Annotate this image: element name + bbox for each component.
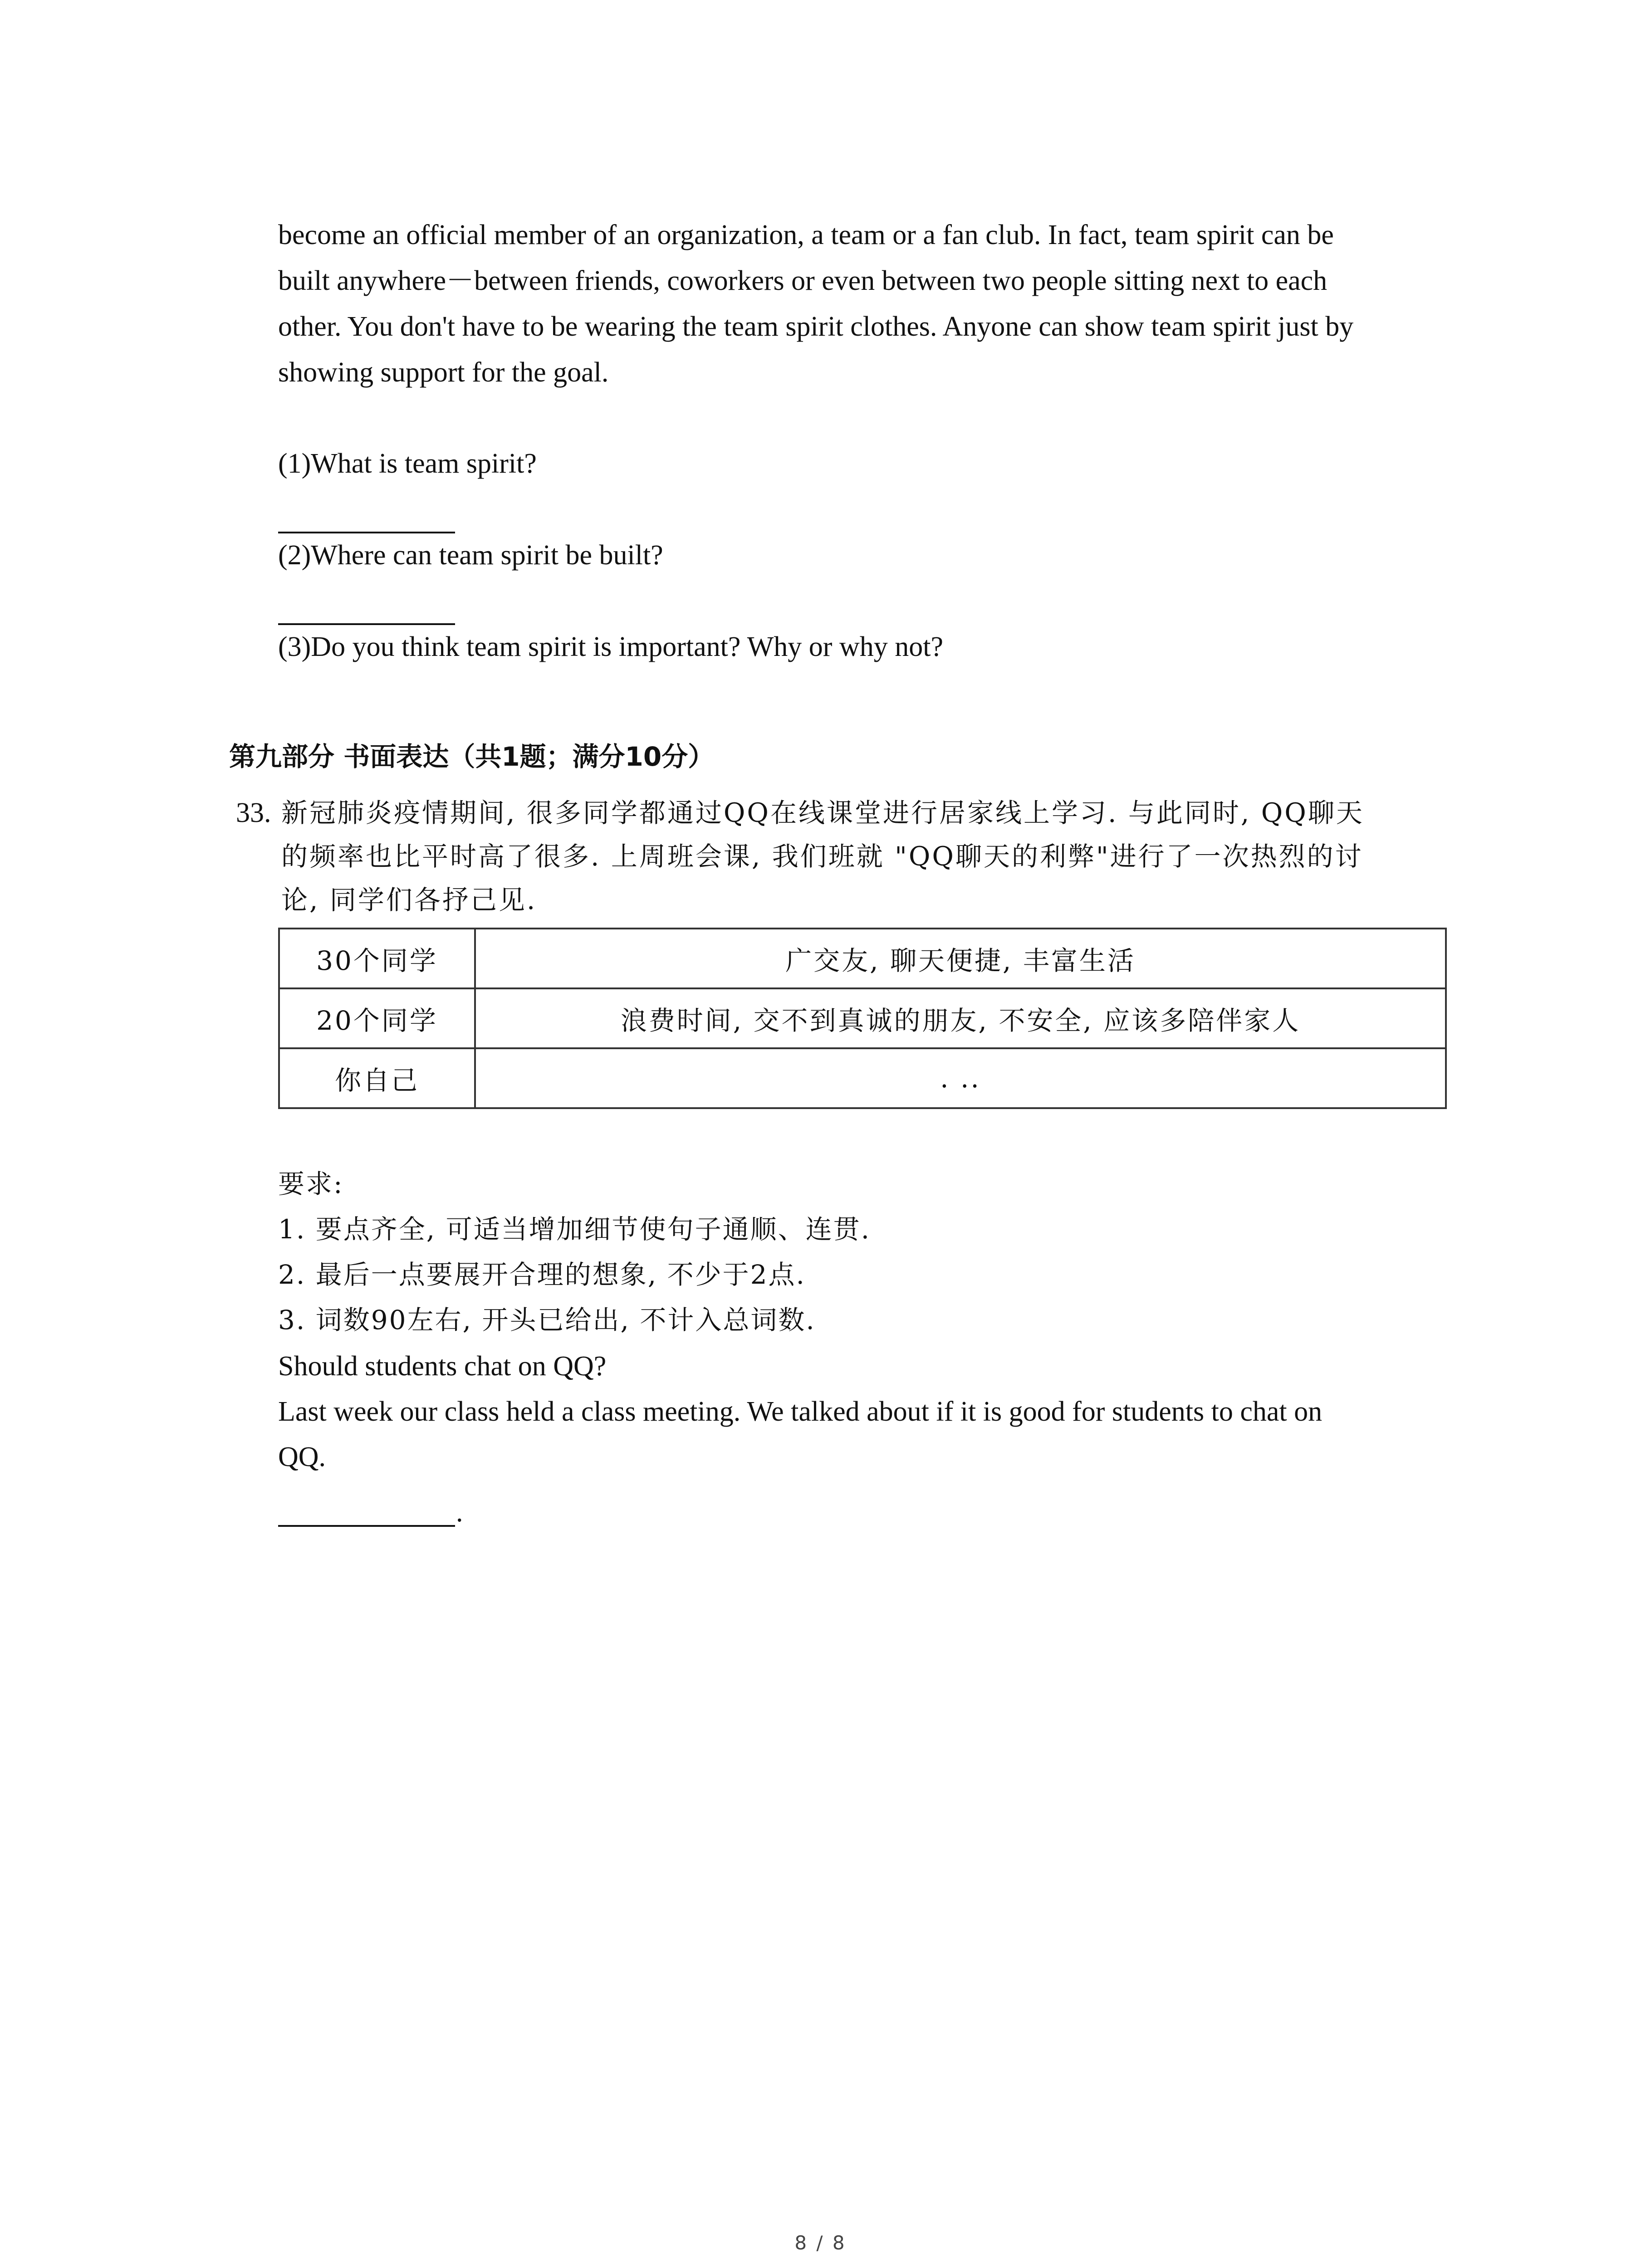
passage-line: other. You don't have to be wearing the team spirit clothes. Anyone can show team spirit just by <box>278 311 1354 342</box>
passage-paragraph <box>278 212 1499 396</box>
essay-title: Should students chat on QQ? <box>278 1351 607 1382</box>
table-cell-view: 广交友, 聊天便捷, 丰富生活 <box>475 929 1446 988</box>
essay-start-line: Last week our class held a class meeting. We talked about if it is good for students to chat on <box>278 1396 1323 1427</box>
essay-start-line: QQ. <box>278 1442 326 1472</box>
table-row <box>279 988 1446 1048</box>
table-cell-group: 30个同学 <box>279 929 475 988</box>
essay-end-mark: . <box>456 1497 463 1528</box>
essay-answer-blank[interactable] <box>278 1525 455 1527</box>
table-row <box>279 1048 1446 1108</box>
question-1: (1)What is team spirit? <box>278 448 537 479</box>
requirement-item: 2. 最后一点要展开合理的想象, 不少于2点. <box>278 1259 806 1290</box>
task-intro-line: 新冠肺炎疫情期间, 很多同学都通过QQ在线课堂进行居家线上学习. 与此同时, QQ聊天 <box>281 797 1364 828</box>
table-cell-group: 你自己 <box>279 1048 475 1108</box>
passage-line: built anywhere－between friends, coworkers or even between two people sitting next to each <box>278 265 1327 296</box>
section-title: 第九部分 书面表达（共1题；满分10分） <box>229 741 715 772</box>
question-number: 33. <box>236 797 271 828</box>
requirement-item: 3. 词数90左右, 开头已给出, 不计入总词数. <box>278 1305 816 1335</box>
requirement-item: 1. 要点齐全, 可适当增加细节使句子通顺、连贯. <box>278 1214 871 1245</box>
opinion-table <box>278 928 1447 1109</box>
page-number: 8 / 8 <box>794 2232 847 2254</box>
question-2: (2)Where can team spirit be built? <box>278 540 663 571</box>
requirements-title: 要求: <box>278 1168 344 1199</box>
table-cell-view: 浪费时间, 交不到真诚的朋友, 不安全, 应该多陪伴家人 <box>475 988 1446 1048</box>
task-intro-line: 论, 同学们各抒己见. <box>281 885 537 915</box>
task-intro-line: 的频率也比平时高了很多. 上周班会课, 我们班就 "QQ聊天的利弊"进行了一次热烈的讨 <box>281 841 1363 872</box>
passage-line: showing support for the goal. <box>278 357 609 388</box>
question-3: (3)Do you think team spirit is important? Why or why not? <box>278 631 943 662</box>
passage-line: become an official member of an organization, a team or a fan club. In fact, team spirit can be <box>278 220 1334 250</box>
table-cell-view: . .. <box>475 1048 1446 1108</box>
answer-blank-1[interactable] <box>278 532 455 533</box>
table-row <box>279 929 1446 988</box>
table-cell-group: 20个同学 <box>279 988 475 1048</box>
answer-blank-2[interactable] <box>278 623 455 625</box>
